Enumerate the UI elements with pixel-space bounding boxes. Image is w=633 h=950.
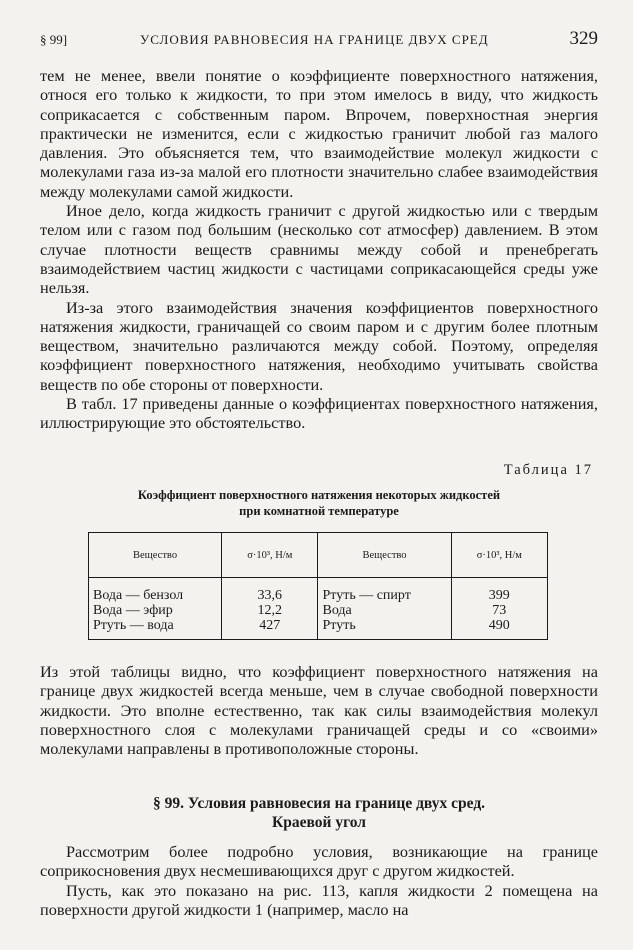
paragraph: тем не менее, ввели понятие о коэффициенте поверхностного натяжения, относя его только к жидкости, то при этом имелось в виду, что жидкость соприкасается с собственным паром. Впрочем, поверхностная энергия практически не изменится, если с жидкостью граничит любой газ малого давления. Это объясняется тем, что взаимодействие молекул жидкости с молекулами газа из-за малой его плотности значительно слабее взаимодействия между молекулами самой жидкости. — [40, 66, 598, 201]
value-cell: 399 — [451, 578, 547, 604]
paragraph: Рассмотрим более подробно условия, возникающие на границе соприкосновения двух несмешивающихся друг с другом жидкостей. — [40, 842, 598, 881]
page-number: 329 — [569, 28, 598, 49]
table-caption-line: при комнатной температуре — [239, 504, 399, 518]
table-header-row — [89, 533, 548, 578]
table-label: Таблица 17 — [503, 462, 593, 478]
value-cell: 12,2 — [222, 603, 318, 618]
table-caption-line: Коэффициент поверхностного натяжения некоторых жидкостей — [137, 488, 501, 502]
substance-cell: Вода — эфир — [89, 603, 222, 618]
surface-tension-table — [88, 532, 548, 640]
header-cell: σ·10³, Н/м — [451, 533, 547, 578]
value-cell: 427 — [222, 618, 318, 640]
value-cell: 490 — [451, 618, 547, 640]
paragraph: Из-за этого взаимодействия значения коэффициентов поверхностного натяжения жидкости, граничащей со своим паром и с другим более плотным веществом, значительно различаются между собой. Поэтому, определяя коэффициент поверхностного натяжения, необходимо учитывать свойства веществ по обе стороны от поверхности. — [40, 297, 598, 394]
section-heading — [40, 794, 598, 832]
body-text-top — [40, 66, 598, 433]
paragraph: Пусть, как это показано на рис. 113, капля жидкости 2 помещена на поверхности другой жидкости 1 (например, масло на — [40, 880, 598, 919]
header-cell: Вещество — [89, 533, 222, 578]
paragraph: В табл. 17 приведены данные о коэффициентах поверхностного натяжения, иллюстрирующие это обстоятельство. — [40, 394, 598, 433]
table-row — [89, 578, 548, 604]
table-row — [89, 603, 548, 618]
substance-cell: Ртуть — вода — [89, 618, 222, 640]
section-heading-line: § 99. Условия равновесия на границе двух сред. — [152, 795, 486, 812]
page-header — [40, 28, 598, 52]
table-row — [89, 618, 548, 640]
header-cell: σ·10³, Н/м — [222, 533, 318, 578]
header-section-ref: § 99] — [40, 32, 68, 47]
body-text-after-table — [40, 662, 598, 758]
substance-cell: Вода — бензол — [89, 578, 222, 604]
section-heading-line: Краевой угол — [272, 814, 366, 831]
running-title: УСЛОВИЯ РАВНОВЕСИЯ НА ГРАНИЦЕ ДВУХ СРЕД — [140, 32, 489, 47]
header-cell: Вещество — [318, 533, 451, 578]
body-text-bottom — [40, 842, 598, 919]
value-cell: 73 — [451, 603, 547, 618]
substance-cell: Вода — [318, 603, 451, 618]
paragraph: Из этой таблицы видно, что коэффициент поверхностного натяжения на границе двух жидкостей всегда меньше, чем в случае свободной поверхности жидкости. Это вполне естественно, так как силы взаимодействия молекул поверхностного слоя с молекулами граничащей среды и со «своими» молекулами направлены в противоположные стороны. — [40, 662, 598, 759]
table-caption — [40, 487, 598, 519]
substance-cell: Ртуть — [318, 618, 451, 640]
value-cell: 33,6 — [222, 578, 318, 604]
substance-cell: Ртуть — спирт — [318, 578, 451, 604]
paragraph: Иное дело, когда жидкость граничит с другой жидкостью или с твердым телом или с газом под большим (несколько сот атмосфер) давлением. В этом случае плотности веществ сравнимы между собой и пренебрегать взаимодействием частиц жидкости с частицами соприкасающейся среды уже нельзя. — [40, 201, 598, 298]
